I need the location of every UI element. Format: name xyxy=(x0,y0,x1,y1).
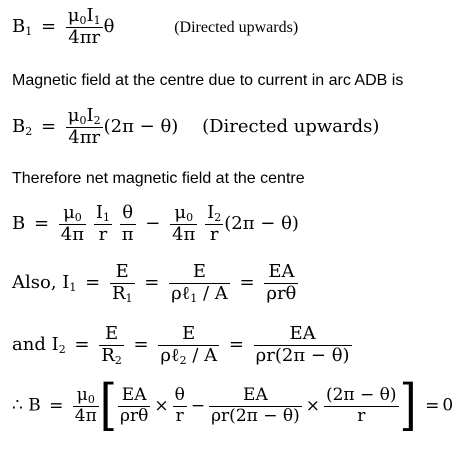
equation-final: ∴ B = $\frac{\mu_0}{4\pi}$ [ $\frac{EA}{\text{ρrθ}}$ × $\frac{\theta}{r}$ − $\frac{EA}{\rho r(2\pi - \theta)}$ × $\frac{(2\pi - \theta)}{r}$ ] = 0 xyxy=(12,373,453,438)
direction-note: (Directed upwards) xyxy=(174,19,299,37)
fraction: $\frac{E}{\rho\ell_2 / A}$ xyxy=(160,323,218,367)
equation-b1: $B_1$ = $\frac{\mu_0I_1}{4\pi r}$ θ (Directed upwards) xyxy=(12,5,299,48)
equation-i2: and $I_2$ = $\frac{E}{R_2}$ = $\frac{E}{\rho\ell_2 / A}$ = $\frac{EA}{\rho r(2\pi - \theta)}$ xyxy=(12,323,350,367)
fraction: $\frac{EA}{\text{ρrθ}}$ xyxy=(119,385,149,426)
equation-b2: $B_2$ = $\frac{\mu_0I_2}{4\pi r}$ (2π − θ) (Directed upwards) xyxy=(12,105,380,148)
direction-note: (Directed upwards) xyxy=(202,116,380,138)
theta: θ xyxy=(103,16,115,38)
subscript: 1 xyxy=(25,25,33,39)
fraction: $\frac{E}{R_2}$ xyxy=(101,323,122,367)
equation-net-b: B = $\frac{\mu_0}{4\pi}$ $\frac{I_1}{r}$ $\frac{\theta}{\pi}$ − $\frac{\mu_0}{4\pi}$ $\frac{I_2}{r}$ (2π − θ) xyxy=(12,202,299,245)
fraction: $\frac{\mu_0}{4\pi}$ xyxy=(172,202,196,245)
symbol-b: B xyxy=(12,16,26,38)
text-arc-adb: Magnetic field at the centre due to current in arc ADB is xyxy=(12,72,404,89)
fraction: $\frac{\mu_0}{4\pi}$ xyxy=(74,385,97,426)
right-bracket: ] xyxy=(399,373,417,438)
equation-i1: Also, $I_1$ = $\frac{E}{R_1}$ = $\frac{E}{\rho\ell_1 / A}$ = $\frac{EA}{\text{ρrθ}}$ xyxy=(12,261,297,305)
fraction: $\frac{\mu_0I_1}{4\pi r}$ xyxy=(67,5,101,48)
fraction: $\frac{EA}{\text{ρrθ}}$ xyxy=(266,261,297,304)
fraction: $\frac{\mu_0I_2}{4\pi r}$ xyxy=(67,105,101,148)
fraction: $\frac{E}{\rho\ell_1 / A}$ xyxy=(171,261,228,305)
fraction: $\frac{(2\pi - \theta)}{r}$ xyxy=(325,385,397,426)
text-net-field: Therefore net magnetic field at the centre xyxy=(12,170,305,187)
fraction: $\frac{\theta}{r}$ xyxy=(174,385,185,426)
fraction: $\frac{\theta}{\pi}$ xyxy=(121,202,134,245)
fraction: $\frac{I_1}{r}$ xyxy=(95,202,110,245)
fraction: $\frac{\mu_0}{4\pi}$ xyxy=(60,202,85,245)
result-zero: 0 xyxy=(442,395,453,416)
fraction: $\frac{EA}{\rho r(2\pi - \theta)}$ xyxy=(211,385,300,426)
left-bracket: [ xyxy=(99,373,117,438)
fraction: $\frac{EA}{\rho r(2\pi - \theta)}$ xyxy=(255,323,350,366)
fraction: $\frac{E}{R_1}$ xyxy=(111,261,133,305)
fraction: $\frac{I_2}{r}$ xyxy=(207,202,222,245)
